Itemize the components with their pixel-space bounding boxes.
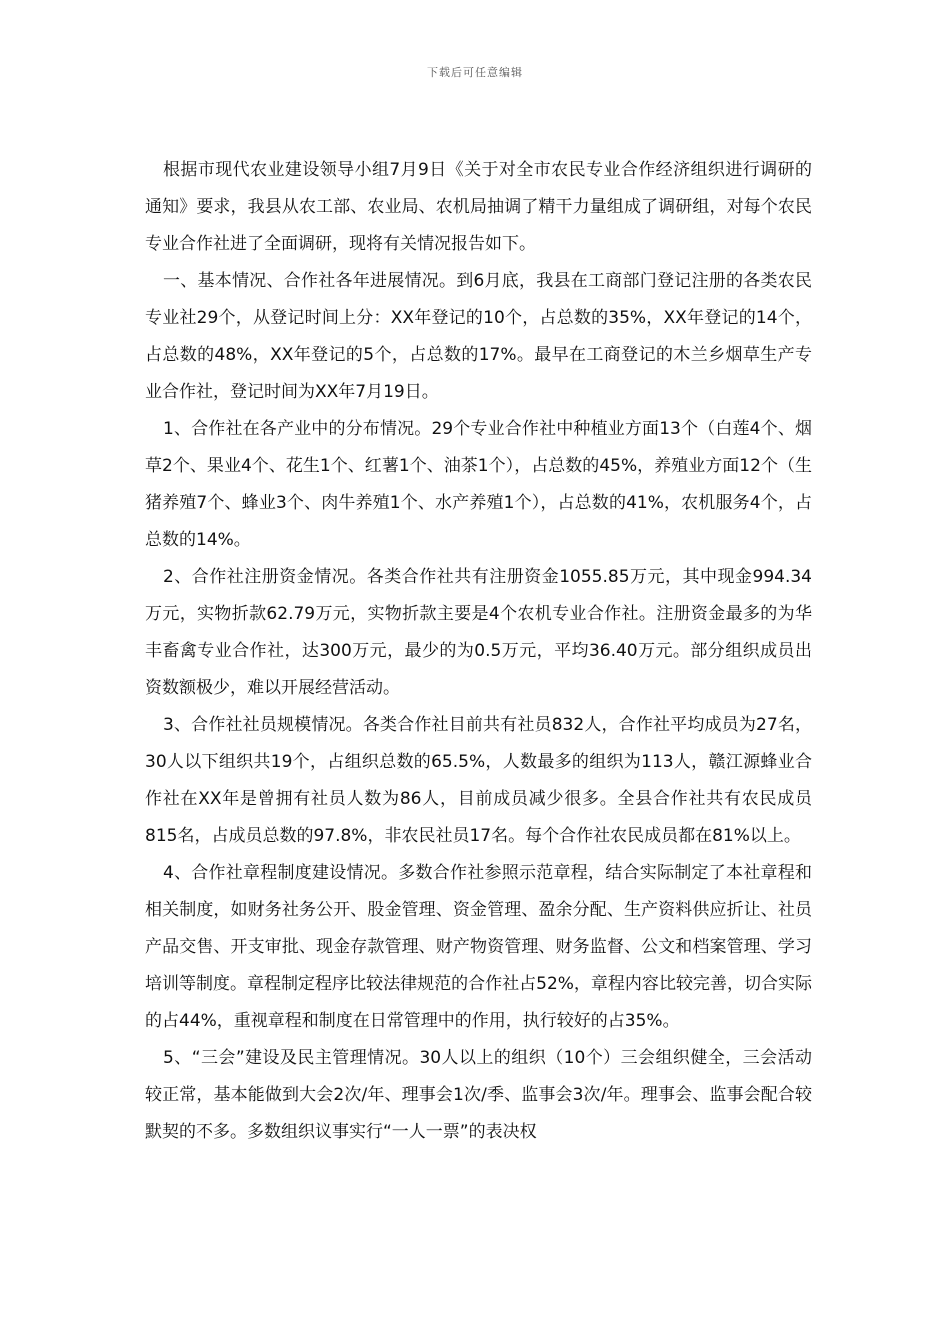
paragraph-intro: 根据市现代农业建设领导小组7月9日《关于对全市农民专业合作经济组织进行调研的通知》要求，我县从农工部、农业局、农机局抽调了精干力量组成了调研组，对每个农民专业合作社进了全面调研，现将有关情况报告如下。 [145,160,812,254]
document-body [145,152,812,1151]
paragraph-registered-capital: 2、合作社注册资金情况。各类合作社共有注册资金1055.85万元，其中现金994.34万元，实物折款62.79万元，实物折款主要是4个农机专业合作社。注册资金最多的为华丰畜禽专业合作社，达300万元，最少的为0.5万元，平均36.40万元。部分组织成员出资数额极少，难以开展经营活动。 [145,567,812,698]
header-note: 下载后可任意编辑 [427,66,523,79]
paragraph-charter-system: 4、合作社章程制度建设情况。多数合作社参照示范章程，结合实际制定了本社章程和相关制度，如财务社务公开、股金管理、资金管理、盈余分配、生产资料供应折让、社员产品交售、开支审批、现金存款管理、财产物资管理、财务监督、公文和档案管理、学习培训等制度。章程制定程序比较法律规范的合作社占52%，章程内容比较完善，切合实际的占44%，重视章程和制度在日常管理中的作用，执行较好的占35%。 [145,863,812,1031]
paragraph-three-meetings: 5、“三会”建设及民主管理情况。30人以上的组织（10个）三会组织健全，三会活动较正常，基本能做到大会2次/年、理事会1次/季、监事会3次/年。理事会、监事会配合较默契的不多。多数组织议事实行“一人一票”的表决权 [145,1048,812,1142]
paragraph-industry-distribution: 1、合作社在各产业中的分布情况。29个专业合作社中种植业方面13个（白莲4个、烟草2个、果业4个、花生1个、红薯1个、油茶1个），占总数的45%，养殖业方面12个（生猪养殖7个、蜂业3个、肉牛养殖1个、水产养殖1个），占总数的41%，农机服务4个，占总数的14%。 [145,419,812,550]
paragraph-member-scale: 3、合作社社员规模情况。各类合作社目前共有社员832人，合作社平均成员为27名，30人以下组织共19个，占组织总数的65.5%，人数最多的组织为113人，赣江源蜂业合作社在XX年是曾拥有社员人数为86人，目前成员减少很多。全县合作社共有农民成员815名，占成员总数的97.8%，非农民社员17名。每个合作社农民成员都在81%以上。 [145,715,812,846]
paragraph-basic-situation: 一、基本情况、合作社各年进展情况。到6月底，我县在工商部门登记注册的各类农民专业社29个，从登记时间上分：XX年登记的10个，占总数的35%，XX年登记的14个，占总数的48%，XX年登记的5个，占总数的17%。最早在工商登记的木兰乡烟草生产专业合作社，登记时间为XX年7月19日。 [145,271,812,402]
